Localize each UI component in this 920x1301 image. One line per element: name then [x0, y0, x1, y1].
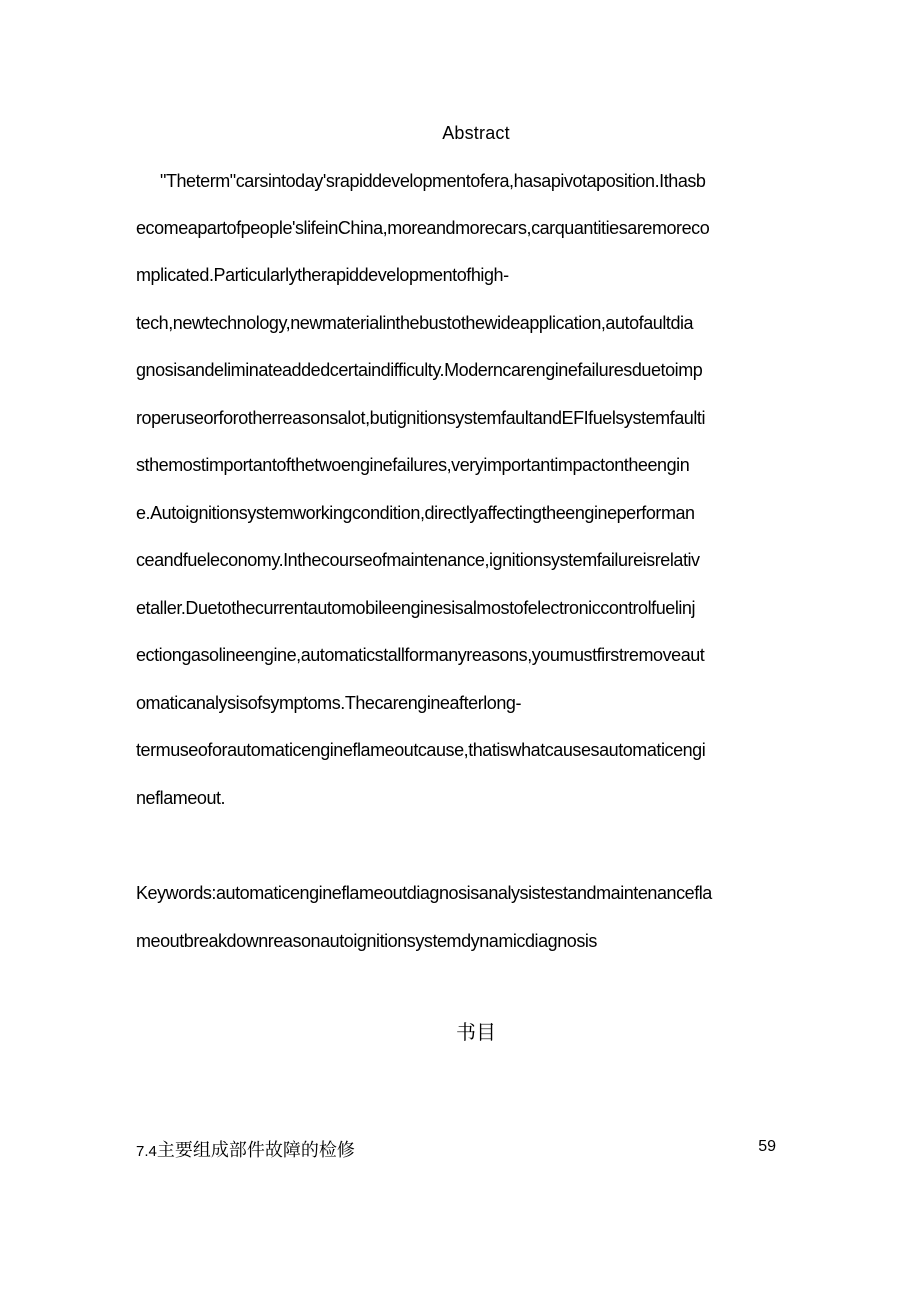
abstract-line: gnosisandeliminateaddedcertaindifficulty.Moderncarenginefailuresduetoimp — [136, 360, 703, 380]
toc-entry-page: 59 — [758, 1138, 776, 1155]
abstract-line: omaticanalysisofsymptoms.Thecarengineafterlong- — [136, 693, 522, 713]
toc-title: 书目 — [456, 1020, 496, 1044]
toc-entry[interactable] — [136, 1136, 776, 1162]
abstract-line: ecomeapartofpeople'slifeinChina,moreandmorecars,carquantitiesaremoreco — [136, 218, 710, 238]
abstract-line: e.Autoignitionsystemworkingcondition,directlyaffectingtheengineperforman — [136, 503, 695, 523]
toc-entry-label — [136, 1136, 355, 1162]
abstract-line: mplicated.Particularlytherapiddevelopmentofhigh- — [136, 265, 509, 285]
abstract-line: sthemostimportantofthetwoenginefailures,veryimportantimpactontheengin — [136, 455, 690, 475]
abstract-line: neflameout. — [136, 788, 226, 808]
abstract-line: etaller.Duetothecurrentautomobileenginesisalmostofelectroniccontrolfuelinj — [136, 598, 696, 618]
abstract-line: ceandfueleconomy.Inthecourseofmaintenance,ignitionsystemfailureisrelativ — [136, 550, 700, 570]
toc-entry-text: 主要组成部件故障的检修 — [156, 1140, 355, 1161]
abstract-line: termuseoforautomaticengineflameoutcause,thatiswhatcausesautomaticengi — [136, 740, 706, 760]
abstract-line: roperuseorforotherreasonsalot,butignitionsystemfaultandEFIfuelsystemfaulti — [136, 408, 706, 428]
abstract-line: tech,newtechnology,newmaterialinthebustothewideapplication,autofaultdia — [136, 313, 694, 333]
toc-entry-number: 7.4 — [136, 1143, 157, 1160]
keywords-line: Keywords:automaticengineflameoutdiagnosisanalysistestandmaintenancefla — [136, 883, 712, 903]
abstract-line: "Theterm"carsintoday'srapiddevelopmentofera,hasapivotaposition.Ithasb — [160, 171, 706, 191]
keywords-line: meoutbreakdownreasonautoignitionsystemdynamicdiagnosis — [136, 931, 597, 951]
abstract-line: ectiongasolineengine,automaticstallformanyreasons,youmustfirstremoveaut — [136, 645, 705, 665]
abstract-title: Abstract — [442, 123, 510, 143]
